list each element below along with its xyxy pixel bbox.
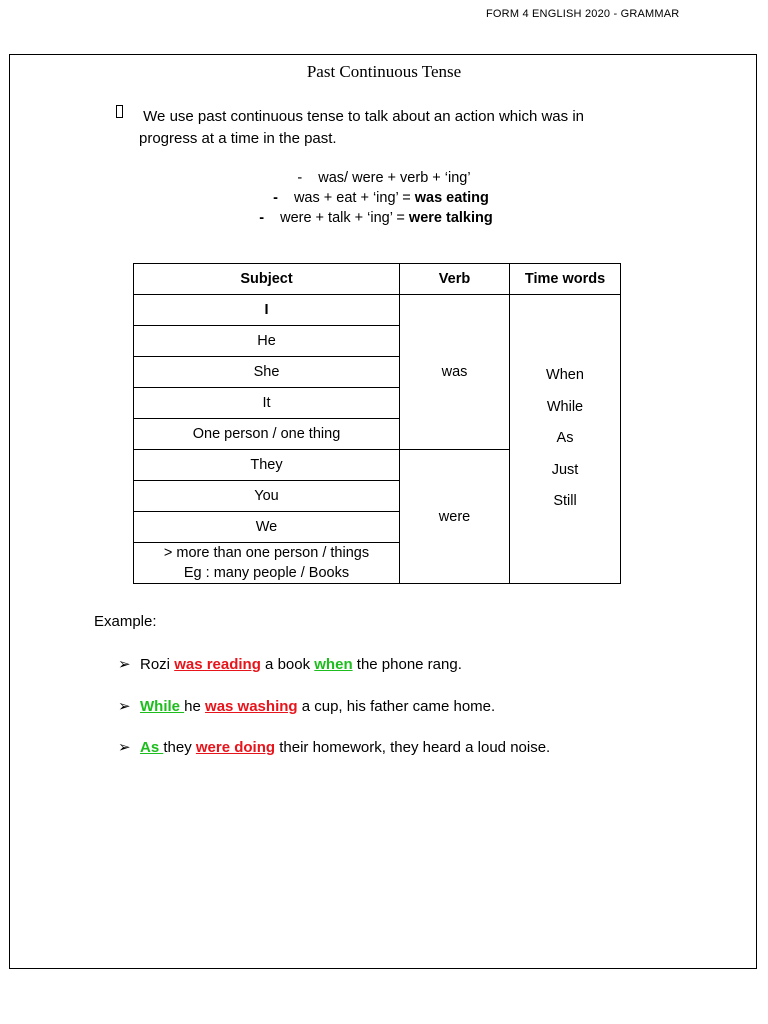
formula-result: were talking	[408, 210, 493, 226]
formula-3	[0, 210, 760, 226]
intro-line-2: progress at a time in the past.	[139, 130, 337, 147]
verb-highlight: were doing	[195, 739, 276, 756]
verb-highlight: was washing	[205, 698, 298, 715]
formula-dash: -	[259, 210, 265, 226]
time-word: Just	[551, 461, 579, 478]
time-word: When	[546, 367, 584, 384]
time-word-highlight: As	[140, 739, 164, 756]
verb-were-cell: were	[400, 450, 510, 584]
arrow-bullet-icon: ➢	[118, 698, 131, 715]
subject-cell: It	[134, 388, 400, 419]
header-verb: Verb	[400, 264, 510, 295]
time-word-highlight: While	[140, 698, 185, 715]
subject-cell: He	[134, 326, 400, 357]
subject-cell: One person / one thing	[134, 419, 400, 450]
example-label: Example:	[94, 613, 157, 630]
intro-text	[139, 106, 659, 150]
example-text: he	[184, 698, 206, 715]
formula-dash: -	[297, 170, 303, 186]
example-text: their homework, they heard a loud noise.	[275, 739, 551, 756]
header-subject: Subject	[134, 264, 400, 295]
subject-cell: They	[134, 450, 400, 481]
grammar-table	[133, 263, 621, 584]
formula-text: was + eat + ‘ing’ =	[293, 190, 415, 206]
bullet-icon	[116, 105, 123, 118]
time-word: As	[556, 430, 574, 447]
formula-2	[0, 190, 765, 206]
formula-text: were + talk + ‘ing’ =	[280, 210, 409, 226]
subject-cell: I	[134, 295, 400, 326]
page-title: Past Continuous Tense	[306, 62, 462, 81]
example-text: they	[163, 739, 196, 756]
time-word: While	[546, 398, 584, 415]
verb-was-cell: was	[400, 295, 510, 450]
subject-cell-plural	[134, 543, 400, 584]
time-word: Still	[553, 493, 577, 510]
time-word-highlight: when	[314, 656, 353, 673]
example-1	[118, 655, 462, 673]
arrow-bullet-icon: ➢	[118, 656, 131, 673]
example-text: a book	[260, 656, 315, 673]
example-text: the phone rang.	[352, 656, 462, 673]
verb-highlight: was reading	[174, 656, 261, 673]
page-header: FORM 4 ENGLISH 2020 - GRAMMAR	[486, 8, 680, 20]
example-text: Rozi	[140, 656, 175, 673]
arrow-bullet-icon: ➢	[118, 739, 131, 756]
formula-dash: -	[273, 190, 278, 206]
example-3	[118, 738, 550, 756]
plural-rule: > more than one person / things	[163, 545, 370, 561]
time-words-cell	[510, 295, 621, 584]
formula-1	[0, 170, 768, 186]
formula-text: was/ were + verb + ‘ing’	[318, 170, 471, 186]
plural-example: Eg : many people / Books	[183, 565, 350, 581]
subject-cell: We	[134, 512, 400, 543]
formula-result: was eating	[414, 190, 489, 206]
subject-cell: You	[134, 481, 400, 512]
intro-line-1: We use past continuous tense to talk about an action which was in	[143, 108, 584, 125]
header-time-words: Time words	[510, 264, 621, 295]
example-text: a cup, his father came home.	[297, 698, 496, 715]
subject-cell: She	[134, 357, 400, 388]
example-2	[118, 697, 495, 715]
